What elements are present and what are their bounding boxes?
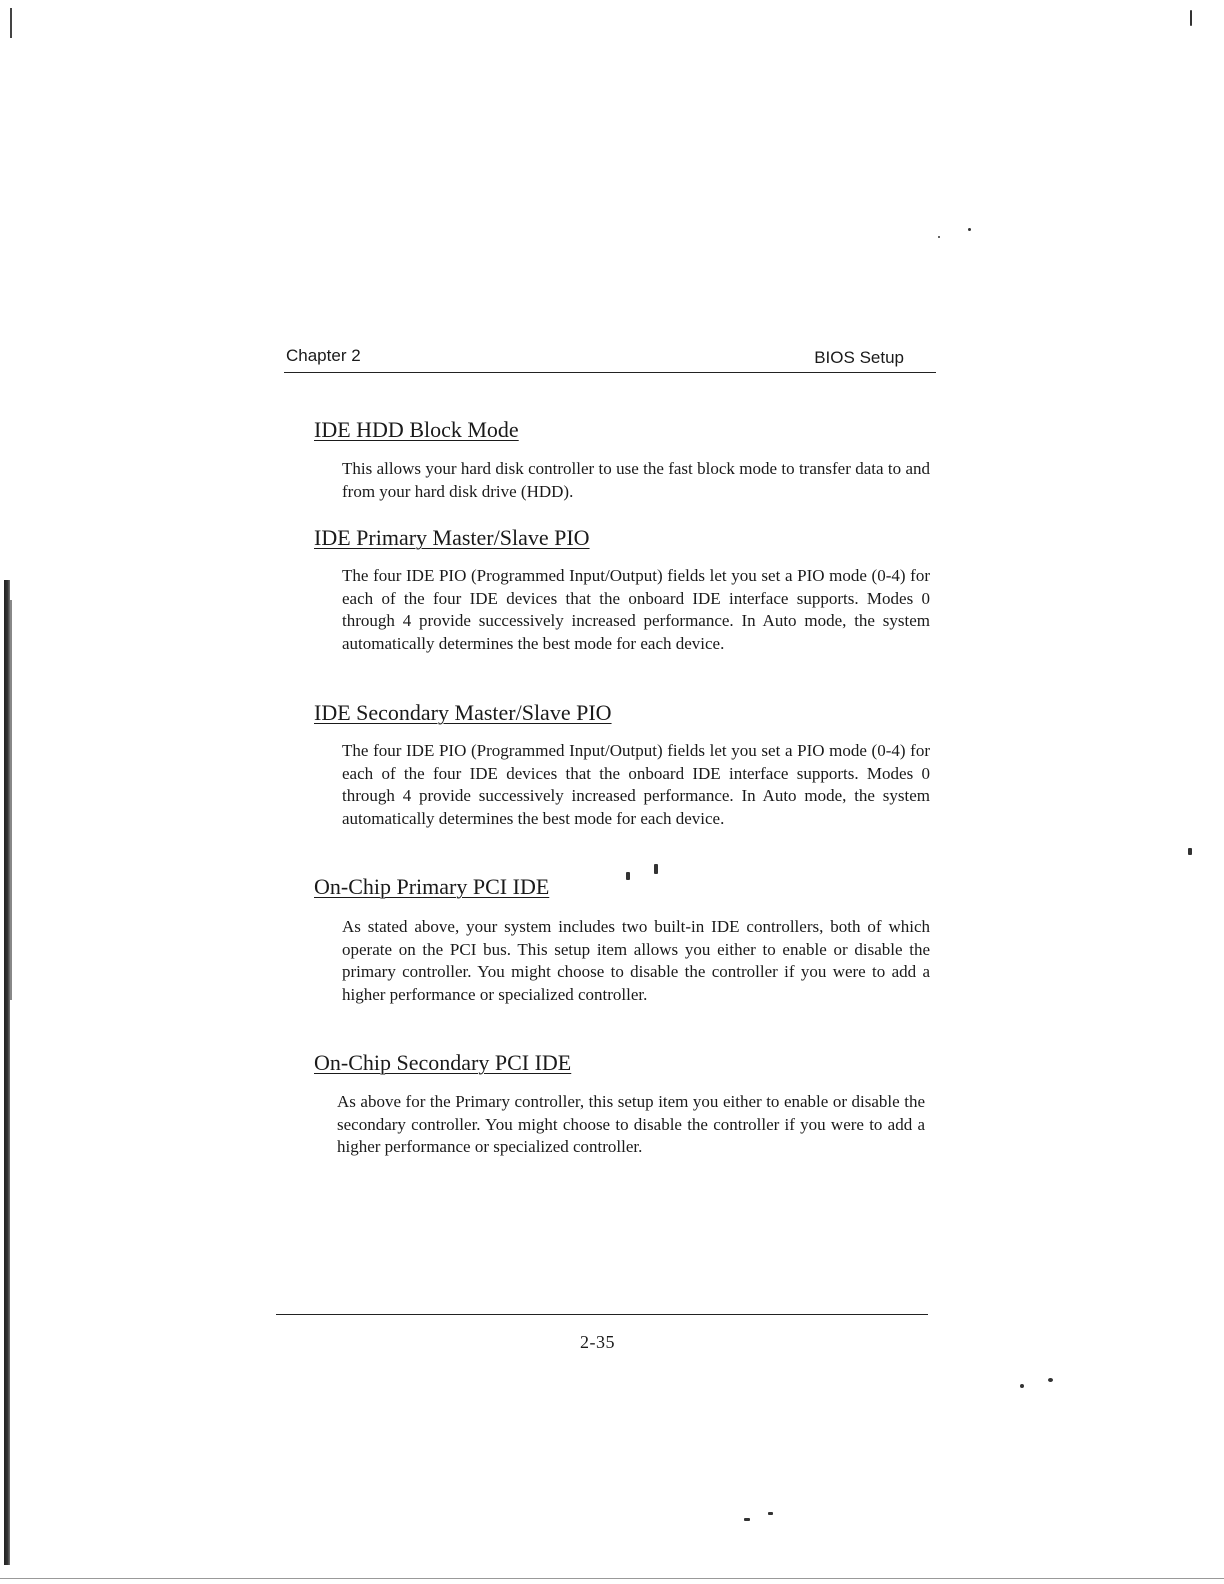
section-title-ide-secondary-pio: IDE Secondary Master/Slave PIO <box>314 700 612 725</box>
section-label: BIOS Setup <box>814 348 904 367</box>
chapter-label: Chapter 2 <box>286 346 361 365</box>
section-body-ide-secondary-pio: The four IDE PIO (Programmed Input/Output) fields let you set a PIO mode (0-4) for each of the four IDE devices that the onboard IDE interface supports. Modes 0 through 4 provide successively increased performance. In Auto mode, the system automatically determines the best mode for each device. <box>342 741 930 828</box>
page-header <box>284 344 936 373</box>
section-body-onchip-primary-pci-ide: As stated above, your system includes two built-in IDE controllers, both of which operate on the PCI bus. This setup item allows you either to enable or disable the primary controller. You might choose to disable the controller if you were to add a higher performance or specialized controller. <box>342 917 930 1004</box>
scan-speck <box>1190 10 1192 26</box>
scan-speck <box>1020 1384 1024 1388</box>
section-body-ide-hdd-block-mode: This allows your hard disk controller to use the fast block mode to transfer data to and from your hard disk drive (HDD). <box>342 459 930 501</box>
scan-speck <box>1048 1378 1053 1382</box>
section-body-onchip-secondary-pci-ide: As above for the Primary controller, this setup item you either to enable or disable the secondary controller. You might choose to disable the controller if you were to add a higher performance or specialized controller. <box>337 1092 925 1157</box>
page-number: 2-35 <box>580 1332 615 1352</box>
scan-speck <box>1188 848 1192 855</box>
scan-speck <box>626 872 630 880</box>
scan-speck <box>654 864 658 874</box>
footer-rule <box>276 1314 928 1315</box>
scan-speck <box>744 1518 750 1521</box>
section-title-ide-hdd-block-mode: IDE HDD Block Mode <box>314 417 519 442</box>
section-title-onchip-secondary-pci-ide: On-Chip Secondary PCI IDE <box>314 1050 572 1075</box>
scan-artifact-left-edge-thin <box>10 600 12 1000</box>
scan-artifact-top <box>10 8 12 38</box>
section-body-ide-primary-pio: The four IDE PIO (Programmed Input/Output) fields let you set a PIO mode (0-4) for each of the four IDE devices that the onboard IDE interface supports. Modes 0 through 4 provide successively increased performance. In Auto mode, the system automatically determines the best mode for each device. <box>342 566 930 653</box>
section-title-ide-primary-pio: IDE Primary Master/Slave PIO <box>314 525 590 550</box>
scan-speck <box>968 228 971 231</box>
scan-speck <box>768 1512 773 1515</box>
scan-speck <box>938 236 940 238</box>
section-title-onchip-primary-pci-ide: On-Chip Primary PCI IDE <box>314 874 550 899</box>
scan-artifact-bottom-line <box>0 1578 1224 1579</box>
